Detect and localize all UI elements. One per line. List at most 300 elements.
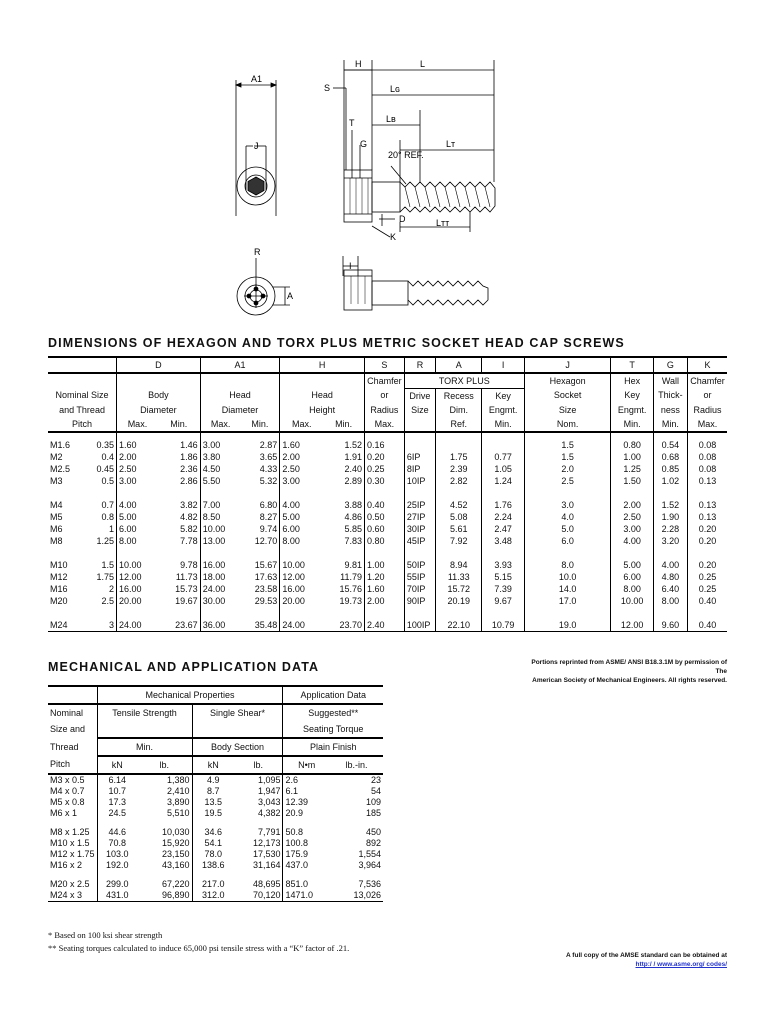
table-cell: 16.00 [117,583,158,595]
table-cell: 17.0 [524,595,611,607]
table-cell: 54.1 [192,838,234,849]
table1-header-row1 [48,373,727,389]
table-row [48,535,727,547]
table-cell: 24.00 [280,619,323,632]
table-cell: 2.89 [344,475,362,486]
table-cell: 3.20 [653,535,687,547]
header-size-and: Size and [50,724,86,734]
table-cell: 20.00 [117,595,158,607]
table-row [48,499,727,511]
table-cell: M8 x 1.25 [50,827,90,837]
table-cell: 2.5 [101,595,115,606]
header-hex: Hex [611,373,653,389]
table-cell: 27IP [404,511,435,523]
table-cell: 11.73 [175,571,198,582]
label-s: S [324,83,331,93]
table-cell: 9.67 [482,595,524,607]
table-cell: 3.0 [524,499,611,511]
table-cell: 24.00 [200,583,240,595]
table-cell: 1.5 [524,451,611,463]
table-row [48,583,727,595]
table-cell: 3,043 [257,797,281,807]
table-cell: 7.83 [344,535,362,546]
col-s: S [364,357,404,373]
table-cell: 1.76 [482,499,524,511]
table2-title: MECHANICAL AND APPLICATION DATA [48,660,320,674]
col-h: H [280,357,365,373]
table-cell: 3,890 [166,797,190,807]
table-cell: 44.6 [97,827,137,838]
table-cell: 34.6 [192,827,234,838]
table-cell: 12.70 [254,535,278,546]
table-row [48,511,727,523]
table-cell: 54 [370,786,381,796]
table-cell: 4.50 [200,463,240,475]
col-a: A [436,357,482,373]
table-cell: M5 x 0.8 [50,797,85,807]
table-cell: 3.48 [482,535,524,547]
table-cell: 437.0 [283,860,330,871]
table-cell: 1.5 [101,559,115,570]
header-or-k: or [688,389,727,404]
table-cell [482,432,524,451]
table-cell: 25IP [404,499,435,511]
table-cell: 1,947 [257,786,281,796]
table-row [48,571,727,583]
footnote-shear: * Based on 100 ksi shear strength [48,930,163,940]
sub-g-min: Min. [653,417,687,432]
table-cell: M12 [50,571,68,582]
table-cell: 23.67 [158,619,200,632]
table-cell: 4.9 [192,774,234,786]
label-g: G [360,139,368,149]
table-cell: 70.8 [97,838,137,849]
unit-torque-nm: N•m [283,756,330,774]
table-cell: 2.40 [344,463,362,474]
header-radius-s: Radius [364,403,404,417]
table-cell: 12.00 [117,571,158,583]
header-body: Body [117,389,201,404]
table-cell: 0.5 [101,475,115,486]
table-cell: 17.63 [254,571,278,582]
table-cell: 8.00 [653,595,687,607]
table-cell: 78.0 [192,849,234,860]
label-t: T [349,118,355,128]
table-cell: 0.25 [688,571,727,583]
table-cell: 4.0 [524,511,611,523]
side-view-bottom [343,256,488,310]
table-cell: 2.00 [117,451,158,463]
table-cell: 20.19 [436,595,482,607]
table-cell: M6 [50,523,63,534]
table-cell: 0.7 [101,499,115,510]
table-cell: 2.50 [117,463,158,475]
table-cell: M10 x 1.5 [50,838,90,848]
table-cell: 6.14 [97,774,137,786]
table-cell: M3 [50,475,63,486]
table-cell: 2 [109,583,115,594]
table-cell: 23.58 [254,583,278,594]
table-cell: 20.9 [283,808,330,819]
sub-j-nom: Nom. [524,417,611,432]
table-cell: 185 [365,808,381,818]
table-cell: 0.40 [364,499,404,511]
table-cell: 100.8 [283,838,330,849]
table1-title: DIMENSIONS OF HEXAGON AND TORX PLUS METRIC SOCKET HEAD CAP SCREWS [48,336,625,350]
sub-d-min: Min. [158,417,200,432]
table-cell: 15.67 [254,559,278,570]
table-cell: 1,380 [166,775,190,785]
header-seating-torque: Seating Torque [283,721,383,738]
table-cell: 175.9 [283,849,330,860]
unit-tensile-lb: lb. [137,756,192,774]
label-a1: A1 [251,74,263,84]
mechanical-table [48,685,383,902]
table-cell: 7,536 [358,879,381,889]
header-height: Height [280,403,365,417]
table-cell: 16.00 [280,583,323,595]
header-min: Min. [97,738,192,756]
table-row [48,595,727,607]
label-r: R [254,247,261,257]
table-cell: 103.0 [97,849,137,860]
table-cell: M12 x 1.75 [50,849,95,859]
table-cell: 0.80 [364,535,404,547]
table-cell: 3 [82,619,116,632]
table-cell: 2.82 [436,475,482,487]
table-row [48,860,383,871]
table1-header-row3 [48,403,727,417]
header-engmt-i: Engmt. [482,403,524,417]
header-tensile-strength: Tensile Strength [97,704,192,721]
label-j: J [254,141,259,151]
table-cell: 4.52 [436,499,482,511]
table-cell: 22.10 [436,619,482,632]
table-cell: 29.53 [254,595,278,606]
sub-h-min: Min. [323,417,364,432]
table-cell: 0.20 [688,559,727,571]
footer-obtain [566,951,727,969]
table-cell: 450 [365,827,381,837]
table-cell: 7.92 [436,535,482,547]
table-cell: 96,890 [137,890,192,902]
table-cell: 19.5 [192,808,234,819]
table-cell: M3 x 0.5 [50,775,85,785]
table-cell: 2.39 [436,463,482,475]
table-cell: 0.85 [653,463,687,475]
table-cell: 0.25 [364,463,404,475]
table-cell: 10.7 [97,786,137,797]
table-cell: 6.1 [283,786,330,797]
sub-d-max: Max. [117,417,158,432]
sub-r [404,417,435,432]
table-cell: 12.00 [280,571,323,583]
table-cell: 10.00 [117,559,158,571]
footnote-torque: ** Seating torques calculated to induce 65,000 psi tensile stress with a “K” factor of .21. [48,943,350,953]
table-cell: 5.0 [524,523,611,535]
table-cell: 9.74 [259,523,278,534]
header-thread: Thread [50,741,79,752]
table-cell: 67,220 [161,879,190,889]
table-cell: 3.00 [200,432,240,451]
table-cell: 2.28 [653,523,687,535]
table-cell: 8.7 [192,786,234,797]
sub-a-ref: Ref. [436,417,482,432]
table-cell: 1.25 [96,535,115,546]
header-radius-k: Radius [688,403,727,417]
table-cell: 8.94 [436,559,482,571]
table-cell: 35.48 [241,619,280,632]
header-chamfer: Chamfer [364,373,404,389]
table-cell: 30IP [404,523,435,535]
table-cell: 138.6 [192,860,234,871]
table-cell: 4.00 [280,499,323,511]
table-cell: 23.70 [323,619,364,632]
table-cell: M10 [50,559,68,570]
table-cell: 5.50 [200,475,240,487]
side-view-top [333,60,495,237]
table-cell: 1471.0 [283,890,330,902]
label-a: A [287,291,294,301]
sub-h-max: Max. [280,417,323,432]
table-cell: M5 [50,511,63,522]
header-dim: Dim. [436,403,482,417]
table-cell: 24.5 [97,808,137,819]
table-row [48,879,383,890]
table-cell: 892 [365,838,381,848]
table-cell: 192.0 [97,860,137,871]
table-cell: 50.8 [283,827,330,838]
table-cell: 4.86 [344,511,362,522]
table-cell: 13,026 [330,890,383,902]
table-cell: 0.08 [688,451,727,463]
header-size-j: Size [524,403,611,417]
table-cell: 19.73 [339,595,362,606]
table-cell: 312.0 [192,890,234,902]
table-cell: 2.36 [180,463,198,474]
table-cell: 5.00 [117,511,158,523]
table-cell: 1.60 [280,432,323,451]
table-cell: 17,530 [252,849,281,859]
col-a1: A1 [200,357,280,373]
table-cell: 4.80 [653,571,687,583]
table-cell: 2.50 [280,463,323,475]
table-cell: 23 [370,775,381,785]
table-cell: 45IP [404,535,435,547]
header-torx-plus: TORX PLUS [404,373,524,389]
table-cell: 23,150 [161,849,190,859]
table-cell: 10.00 [200,523,240,535]
table-cell: M20 x 2.5 [50,879,90,889]
table-cell: 0.35 [96,439,115,450]
table-row [48,849,383,860]
header-pitch: Pitch [48,417,117,432]
table-cell: 2.47 [482,523,524,535]
table-cell: 5.61 [436,523,482,535]
table2-header-row2 [48,704,383,721]
table-cell: 19.67 [175,595,198,606]
table-row [48,786,383,797]
table-cell [404,432,435,451]
table-cell: 5.32 [259,475,278,486]
table1-letter-row [48,357,727,373]
table-cell: 17.3 [97,797,137,808]
table2-body [48,774,383,902]
table-row [48,451,727,463]
table-row [48,523,727,535]
table1-subheader-row [48,417,727,432]
table-cell: 0.4 [101,451,115,462]
table-cell: 0.60 [364,523,404,535]
table-row [48,838,383,849]
header-plain-finish: Plain Finish [283,738,383,756]
table-cell: 1.91 [344,451,362,462]
table1-body [48,432,727,632]
table-cell: 8.00 [117,535,158,547]
table-cell: 1.05 [482,463,524,475]
table-cell: 36.00 [200,619,240,632]
header-diameter-a1: Diameter [200,403,280,417]
header-diameter-d: Diameter [117,403,201,417]
table-cell: 0.40 [688,619,727,632]
table-cell: 30.00 [200,595,240,607]
col-k: K [688,357,727,373]
table-cell [436,432,482,451]
table-cell: 6.80 [259,499,278,510]
table-cell: 10.0 [524,571,611,583]
header-recess: Recess [436,389,482,404]
table-cell: 5.00 [280,511,323,523]
table-cell: 299.0 [97,879,137,890]
table2-spacer-row [48,871,383,879]
table-cell: 7.78 [180,535,198,546]
label-lb: Lв [386,114,396,124]
table-cell: 0.40 [688,595,727,607]
table-row [48,827,383,838]
header-suggested: Suggested** [283,704,383,721]
table-cell: 1.02 [653,475,687,487]
table-cell: M4 x 0.7 [50,786,85,796]
table-cell: 13.00 [200,535,240,547]
table-cell: 0.13 [688,499,727,511]
table-cell: 6.00 [117,523,158,535]
header-nominal: Nominal [50,707,84,718]
table-cell: 0.13 [688,475,727,487]
table-cell: 1.75 [96,571,115,582]
table-cell: 6.0 [524,535,611,547]
table-cell: 8.00 [611,583,653,595]
table-cell: 5,510 [166,808,190,818]
table-row [48,797,383,808]
table-cell: 4.33 [259,463,278,474]
table-cell: 3.93 [482,559,524,571]
label-d: D [399,214,406,224]
table-cell: 20.00 [280,595,323,607]
table2-units-row [48,756,383,774]
table-cell: M1.6 [50,439,71,450]
header-thick: Thick- [653,389,687,404]
unit-tensile-kn: kN [97,756,137,774]
table-cell: 5.85 [344,523,362,534]
table-cell: 0.20 [364,451,404,463]
table-cell: 70IP [404,583,435,595]
table-cell: 1.90 [653,511,687,523]
asme-link[interactable]: http:/ / www.asme.org/ codes/ [635,961,727,968]
table-cell: 11.79 [340,571,362,582]
header-application-data: Application Data [283,686,383,704]
table-cell: 7.39 [482,583,524,595]
table-cell: 6.00 [280,523,323,535]
header-ness: ness [653,403,687,417]
table-cell: 7,791 [257,827,281,837]
header-head-h: Head [280,389,365,404]
table-cell: 8.00 [280,535,323,547]
table-cell: 7.00 [200,499,240,511]
table-cell: M2 [50,451,63,462]
table-cell: 12,173 [252,838,281,848]
table-cell: 2.87 [259,439,278,450]
col-j: J [524,357,611,373]
table-cell: 1.86 [180,451,198,462]
table-row [48,432,727,451]
table-cell: 0.16 [364,432,404,451]
table-row [48,463,727,475]
table-cell: M6 x 1 [50,808,78,818]
header-wall: Wall [653,373,687,389]
table-row [48,475,727,487]
header-single-shear: Single Shear* [192,704,283,721]
table-cell: M24 [48,619,82,632]
table-cell: 16.00 [200,559,240,571]
label-k: K [390,232,397,242]
table-cell: 15.76 [339,583,362,594]
table-cell: 1.75 [436,451,482,463]
table-cell: 14.0 [524,583,611,595]
table-cell: 0.45 [96,463,115,474]
table-cell: 1.52 [344,439,362,450]
table-cell: 0.50 [364,511,404,523]
header-and-thread: and Thread [59,404,105,415]
table-cell: 6.40 [653,583,687,595]
table-cell: 0.25 [688,583,727,595]
table-cell: 0.68 [653,451,687,463]
table-cell: 1.46 [180,439,198,450]
table-cell: 1 [109,523,115,534]
table-cell: 4.00 [117,499,158,511]
table-cell: 0.20 [688,523,727,535]
label-lt: Lᴛ [446,139,456,149]
table-cell: 5.82 [180,523,198,534]
table-cell: 0.54 [653,432,687,451]
table-cell: M2.5 [50,463,71,474]
table-cell: 2.0 [524,463,611,475]
table-cell: 0.13 [688,511,727,523]
table-cell: 2,410 [166,786,190,796]
header-hexagon: Hexagon [524,373,611,389]
table2-header-row3 [48,721,383,738]
sub-a1-min: Min. [241,417,280,432]
table-cell: 0.80 [611,432,653,451]
table-row [48,890,383,902]
unit-torque-lbin: lb.-in. [330,756,383,774]
table-cell: 31,164 [252,860,281,870]
table-cell: 1.52 [653,499,687,511]
table-cell: 3.88 [344,499,362,510]
table-cell: 1.50 [611,475,653,487]
table-cell: 0.77 [482,451,524,463]
table-cell: 851.0 [283,879,330,890]
sub-i-min: Min. [482,417,524,432]
